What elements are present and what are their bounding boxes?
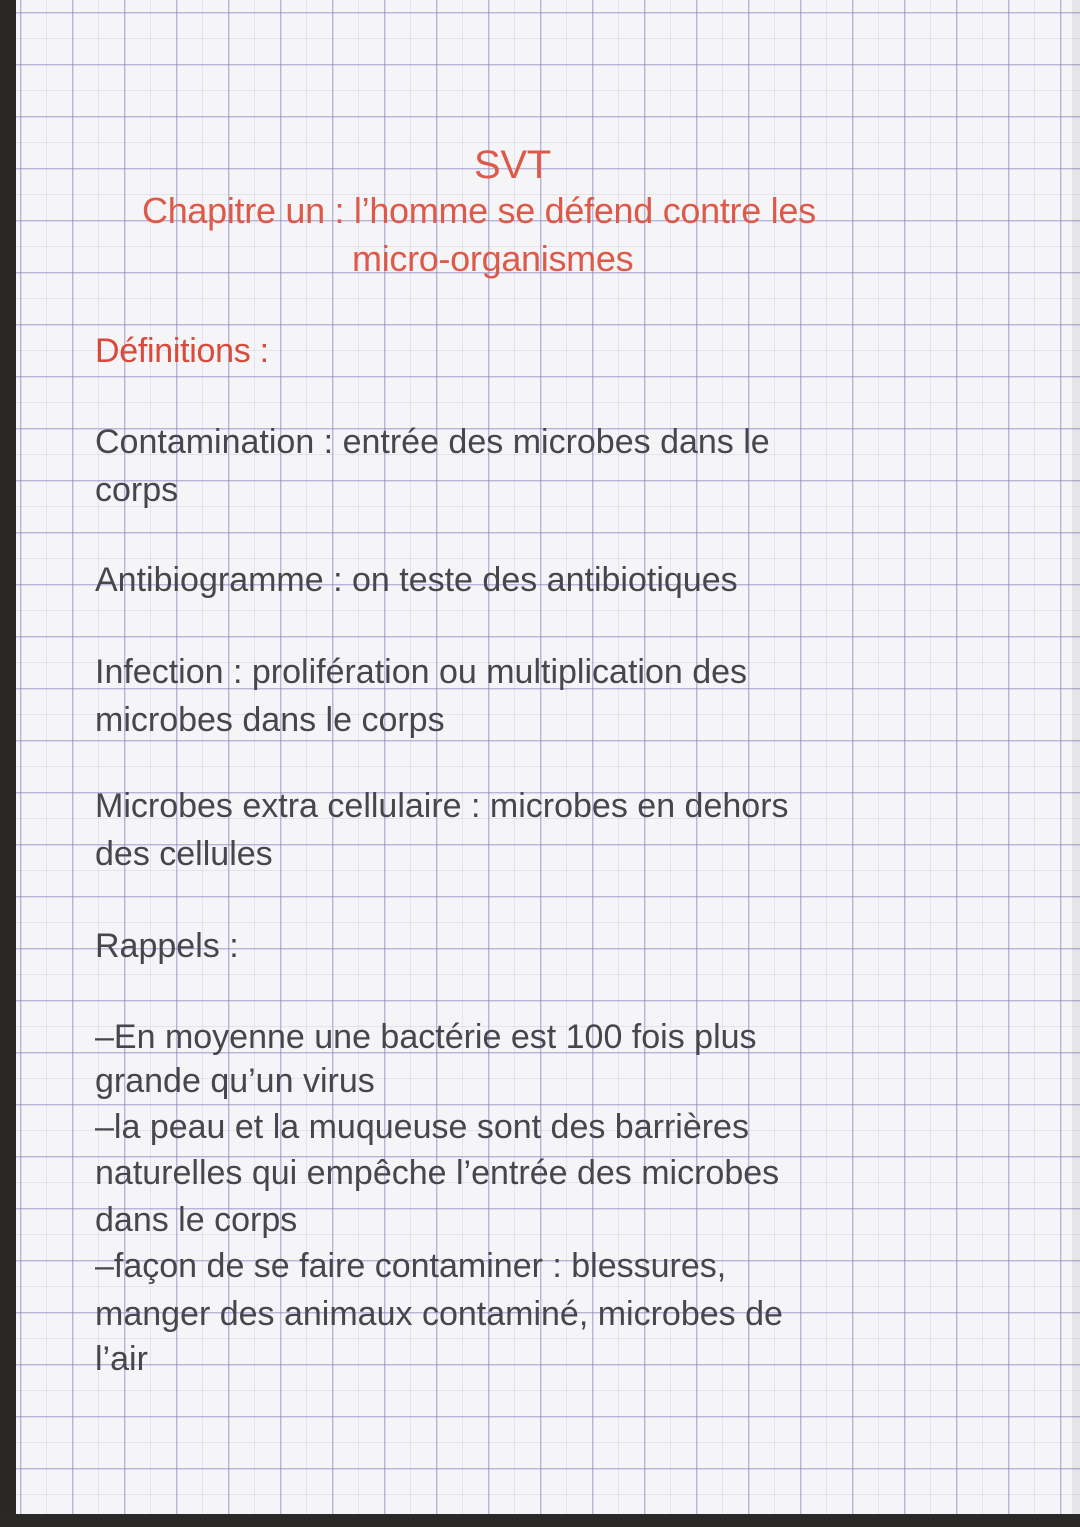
definition-contamination-line-2: corps (95, 471, 179, 509)
rappel-line-8: l’air (95, 1340, 148, 1378)
chapter-title-line-2: micro-organismes (352, 238, 634, 279)
definition-infection-line-1: Infection : prolifération ou multiplication des (95, 653, 748, 691)
definition-contamination-line-1: Contamination : entrée des microbes dans le (95, 423, 770, 461)
rappel-line-2: grande qu’un virus (95, 1062, 375, 1100)
rappel-line-3: –la peau et la muqueuse sont des barrières (95, 1108, 749, 1146)
rappel-line-4: naturelles qui empêche l’entrée des microbes (95, 1154, 780, 1192)
rappel-line-6: –façon de se faire contaminer : blessures, (95, 1247, 727, 1285)
definition-antibiogramme: Antibiogramme : on teste des antibiotiques (95, 561, 738, 599)
page-left-edge (0, 0, 16, 1527)
rappels-heading: Rappels : (95, 927, 239, 965)
subject-title: SVT (474, 143, 551, 187)
definition-microbes-extra-line-2: des cellules (95, 835, 273, 873)
rappel-line-1: –En moyenne une bactérie est 100 fois plus (95, 1018, 757, 1056)
definition-infection-line-2: microbes dans le corps (95, 701, 445, 739)
rappel-line-5: dans le corps (95, 1201, 298, 1239)
rappel-line-7: manger des animaux contaminé, microbes de (95, 1295, 783, 1333)
definition-microbes-extra-line-1: Microbes extra cellulaire : microbes en dehors (95, 787, 789, 825)
page-right-shade (1072, 0, 1080, 1527)
definitions-heading: Définitions : (95, 332, 269, 370)
chapter-title-line-1: Chapitre un : l’homme se défend contre les (142, 190, 816, 231)
page-bottom-edge (0, 1514, 1080, 1527)
